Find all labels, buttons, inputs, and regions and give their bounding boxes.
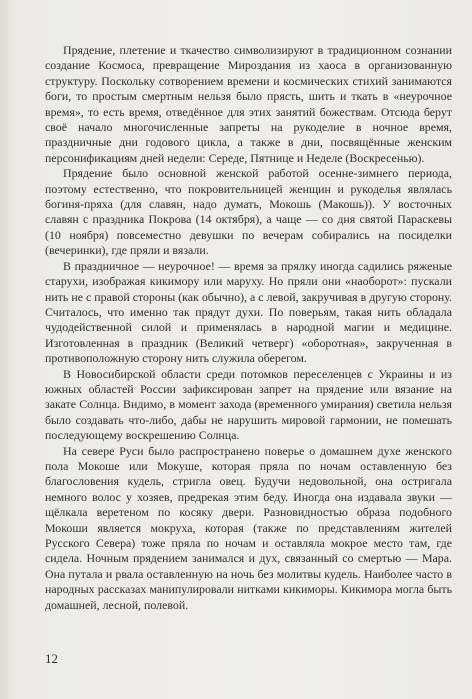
body-text <box>45 43 452 613</box>
paragraph-1: Прядение, плетение и ткачество символизируют в традиционном сознании создание Космоса, превращение Мироздания из хаоса в организованную структуру. Поскольку сотворением времени и космических стихий занимаются боги, то простым смертным нельзя было прясть, шить и ткать в «неурочное время», то есть время, отведённое для этих занятий божествам. Отсюда берут своё начало многочисленные запреты на рукоделие в ночное время, праздничные дни годового цикла, а также в дни, посвящённые женским персонификациям дней недели: Середе, Пятнице и Неделе (Воскресенью). <box>45 43 452 165</box>
page-number: 12 <box>45 651 58 666</box>
paragraph-5: На севере Руси было распространено поверье о домашнем духе женского пола Мокоше или Мокуше, которая пряла по ночам оставленную без благословения кудель, стригла овец. Будучи недовольной, она остригала немного волос у хозяев, предрекая этим беду. Иногда она издавала звуки — щёлкала веретеном по косяку двери. Разновидностью образа подобного Мокоши является мокруха, которая (также по представлениям жителей Русского Севера) тоже пряла по ночам и оставляла мокрое место там, где сидела. Ночным прядением занимался и дух, связанный со смертью — Мара. Она путала и рвала оставленную на ночь без молитвы кудель. Наиболее часто в народных рассказах манипулировали нитками кикиморы. Кикимора могла быть домашней, лесной, полевой. <box>45 443 452 612</box>
paragraph-2: Прядение было основной женской работой осенне-зимнего периода, поэтому естественно, что покровительницей женщин и рукоделья являлась богиня-пряха (для славян, надо думать, Мокошь (Макошь)). У восточных славян с праздника Покрова (14 октября), а чаще — со дня святой Параскевы (10 ноября) повсеместно девушки по вечерам собирались на посиделки (вечеринки), где пряли и вязали. <box>45 166 452 258</box>
paragraph-4: В Новосибирской области среди потомков переселенцев с Украины и из южных областей России зафиксирован запрет на прядение или вязание на закате Солнца. Видимо, в момент захода (временного умирания) светила нельзя было создавать что-либо, дабы не нарушить мировой гармонии, не помешать последующему воскрешению Солнца. <box>45 366 452 443</box>
paragraph-3: В праздничное — неурочное! — время за прялку иногда садились ряженые старухи, изображая кикимору или маруху. Но пряли они «наоборот»: пускали нить не с правой стороны (как обычно), а с левой, закручивая в другую сторону. Считалось, что именно так прядут духи. По поверьям, такая нить обладала чудодейственной силой и применялась в народной магии и медицине. Изготовленная в праздник (Великий четверг) «оборотная», закрученная в противоположную сторону нить служила оберегом. <box>45 258 452 366</box>
